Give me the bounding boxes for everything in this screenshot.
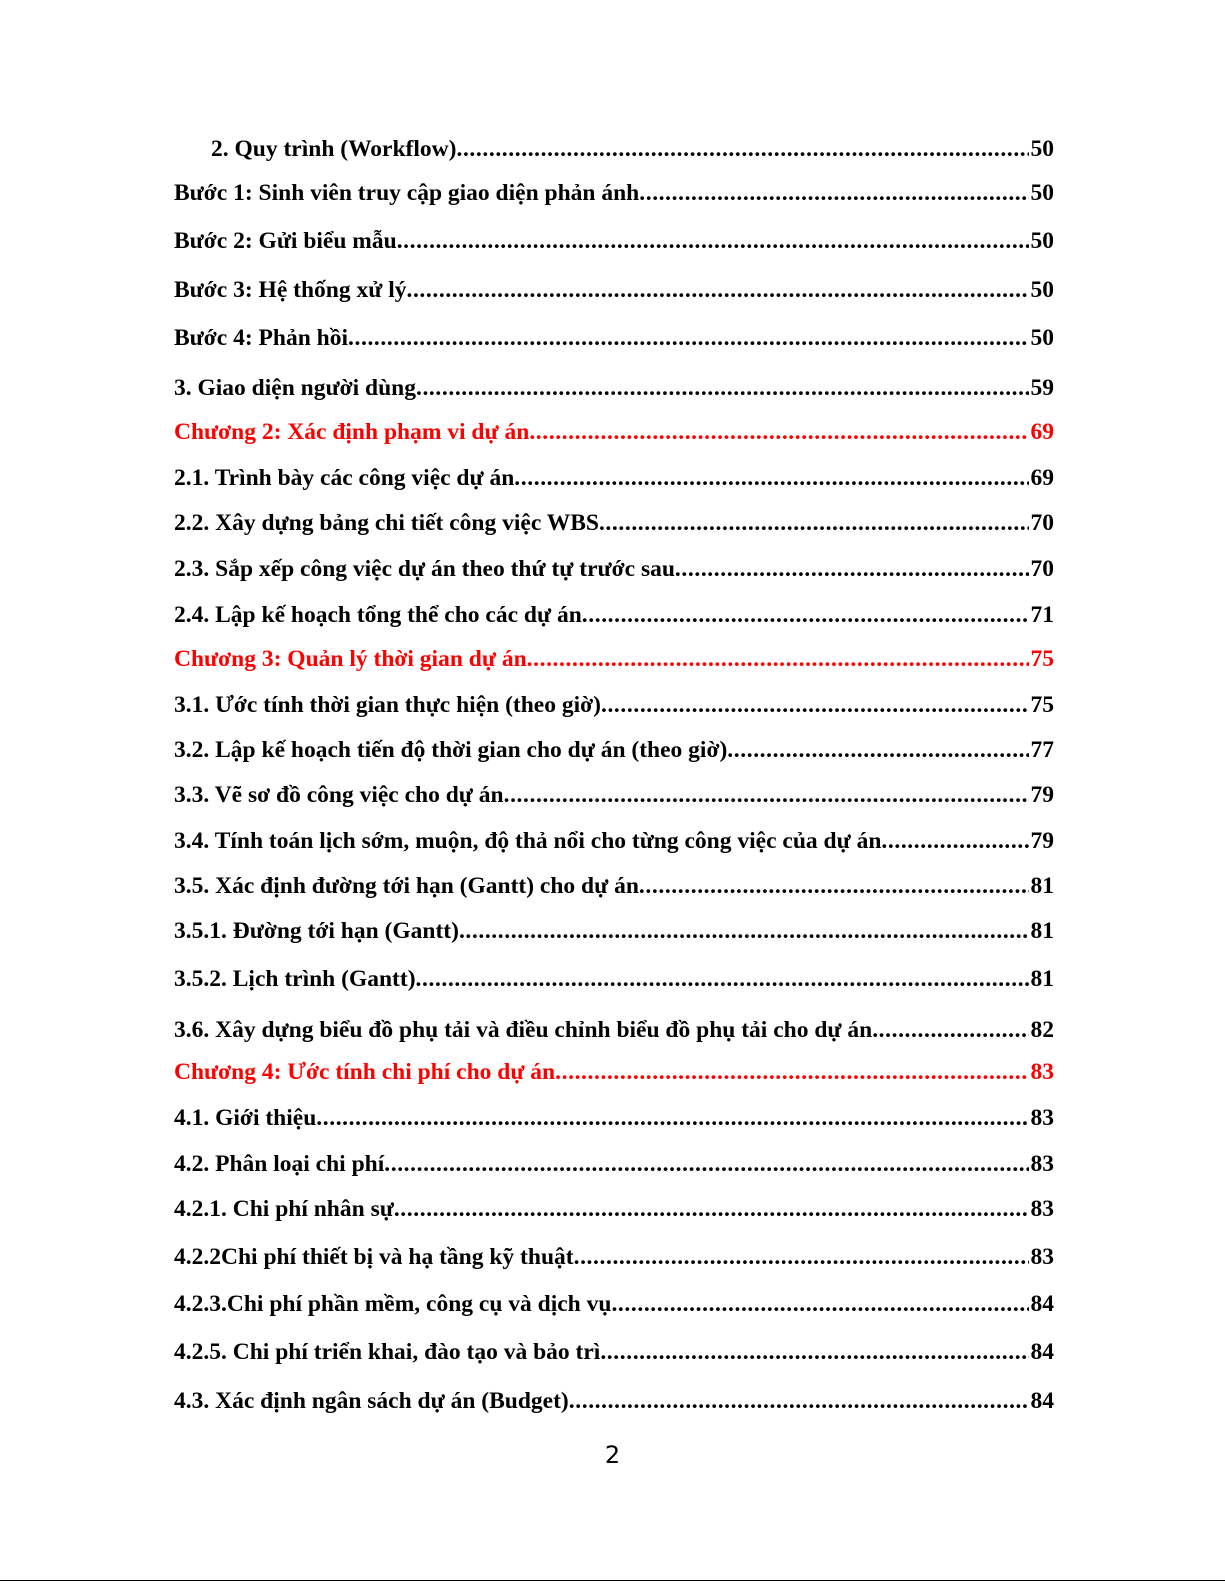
toc-leader-dots bbox=[569, 1385, 1029, 1417]
toc-entry-2-4[interactable] bbox=[174, 599, 1054, 631]
toc-leader-dots bbox=[397, 225, 1029, 257]
toc-entry-4-2-2[interactable] bbox=[174, 1241, 1054, 1273]
toc-leader-dots bbox=[872, 1014, 1028, 1046]
toc-leader-dots bbox=[527, 643, 1029, 675]
toc-entry-title: 2.4. Lập kế hoạch tổng thể cho các dự án bbox=[174, 602, 582, 628]
toc-entry-title: Chương 4: Ước tính chi phí cho dự án bbox=[174, 1059, 556, 1085]
toc-entry-buoc-1[interactable] bbox=[174, 177, 1054, 209]
toc-entry-title: 2.2. Xây dựng bảng chi tiết công việc WBS bbox=[174, 510, 599, 536]
toc-entry-giao-dien[interactable] bbox=[174, 372, 1054, 404]
toc-chapter-3[interactable] bbox=[174, 643, 1054, 675]
toc-entry-title: 2. Quy trình (Workflow) bbox=[211, 136, 457, 162]
page-number: 2 bbox=[604, 1441, 621, 1469]
toc-entry-4-2-1[interactable] bbox=[174, 1193, 1054, 1225]
toc-entry-title: 4.3. Xác định ngân sách dự án (Budget) bbox=[174, 1388, 569, 1414]
toc-entry-4-1[interactable] bbox=[174, 1102, 1054, 1134]
toc-entry-2-1[interactable] bbox=[174, 462, 1054, 494]
toc-entry-buoc-3[interactable] bbox=[174, 274, 1054, 306]
toc-leader-dots bbox=[456, 133, 1028, 165]
toc-entry-page: 59 bbox=[1030, 375, 1054, 401]
toc-entry-page: 50 bbox=[1030, 180, 1054, 206]
toc-entry-title: 3.5. Xác định đường tới hạn (Gantt) cho dự án bbox=[174, 873, 639, 899]
toc-entry-title: 3.5.2. Lịch trình (Gantt) bbox=[174, 966, 416, 992]
toc-entry-workflow[interactable] bbox=[174, 133, 1054, 165]
toc-entry-title: 4.2.1. Chi phí nhân sự bbox=[174, 1196, 394, 1222]
toc-entry-4-2-5[interactable] bbox=[174, 1336, 1054, 1368]
toc-entry-3-4[interactable] bbox=[174, 825, 1054, 857]
toc-entry-title: 2.1. Trình bày các công việc dự án bbox=[174, 465, 515, 491]
toc-leader-dots bbox=[504, 779, 1029, 811]
toc-entry-3-5[interactable] bbox=[174, 870, 1054, 902]
toc-entry-page: 75 bbox=[1030, 692, 1054, 718]
toc-entry-page: 83 bbox=[1030, 1151, 1054, 1177]
toc-entry-title: 3.1. Ước tính thời gian thực hiện (theo giờ) bbox=[174, 692, 601, 718]
toc-entry-page: 81 bbox=[1030, 966, 1054, 992]
toc-leader-dots bbox=[600, 1336, 1028, 1368]
toc-entry-page: 79 bbox=[1030, 828, 1054, 854]
toc-entry-title: Bước 4: Phản hồi bbox=[174, 325, 349, 351]
toc-entry-title: 3.5.1. Đường tới hạn (Gantt) bbox=[174, 918, 459, 944]
toc-entry-2-3[interactable] bbox=[174, 553, 1054, 585]
toc-entry-page: 70 bbox=[1030, 556, 1054, 582]
toc-entry-title: 4.1. Giới thiệu bbox=[174, 1105, 317, 1131]
toc-leader-dots bbox=[394, 1193, 1029, 1225]
toc-entry-page: 84 bbox=[1030, 1291, 1054, 1317]
toc-leader-dots bbox=[611, 1288, 1028, 1320]
toc-leader-dots bbox=[348, 322, 1028, 354]
toc-entry-page: 77 bbox=[1030, 737, 1054, 763]
toc-entry-title: Bước 3: Hệ thống xử lý bbox=[174, 277, 407, 303]
toc-entry-3-3[interactable] bbox=[174, 779, 1054, 811]
toc-leader-dots bbox=[406, 274, 1028, 306]
toc-entry-3-6[interactable] bbox=[174, 1014, 1054, 1046]
toc-entry-page: 75 bbox=[1030, 646, 1054, 672]
toc-entry-page: 83 bbox=[1030, 1196, 1054, 1222]
toc-entry-title: 4.2. Phân loại chi phí bbox=[174, 1151, 385, 1177]
toc-entry-buoc-4[interactable] bbox=[174, 322, 1054, 354]
toc-entry-page: 71 bbox=[1030, 602, 1054, 628]
toc-entry-4-3[interactable] bbox=[174, 1385, 1054, 1417]
toc-entry-page: 82 bbox=[1030, 1017, 1054, 1043]
toc-leader-dots bbox=[555, 1056, 1028, 1088]
toc-entry-page: 83 bbox=[1030, 1105, 1054, 1131]
toc-entry-page: 50 bbox=[1030, 277, 1054, 303]
toc-entry-title: 4.2.3.Chi phí phần mềm, công cụ và dịch vụ bbox=[174, 1291, 612, 1317]
toc-entry-title: Chương 2: Xác định phạm vi dự án bbox=[174, 419, 530, 445]
toc-entry-page: 69 bbox=[1030, 465, 1054, 491]
toc-entry-page: 79 bbox=[1030, 782, 1054, 808]
toc-entry-page: 81 bbox=[1030, 918, 1054, 944]
toc-leader-dots bbox=[316, 1102, 1028, 1134]
toc-leader-dots bbox=[384, 1148, 1028, 1180]
toc-chapter-2[interactable] bbox=[174, 416, 1054, 448]
toc-leader-dots bbox=[599, 507, 1029, 539]
toc-leader-dots bbox=[514, 462, 1028, 494]
toc-leader-dots bbox=[529, 416, 1028, 448]
toc-entry-page: 83 bbox=[1030, 1244, 1054, 1270]
toc-entry-title: Bước 2: Gửi biểu mẫu bbox=[174, 228, 397, 254]
toc-leader-dots bbox=[601, 689, 1029, 721]
toc-entry-page: 50 bbox=[1030, 228, 1054, 254]
toc-entry-page: 84 bbox=[1030, 1339, 1054, 1365]
toc-entry-3-5-1[interactable] bbox=[174, 915, 1054, 947]
toc-entry-page: 50 bbox=[1030, 325, 1054, 351]
toc-entry-title: 2.3. Sắp xếp công việc dự án theo thứ tự trước sau bbox=[174, 556, 675, 582]
toc-chapter-4[interactable] bbox=[174, 1056, 1054, 1088]
toc-leader-dots bbox=[416, 963, 1029, 995]
toc-leader-dots bbox=[675, 553, 1029, 585]
toc-entry-title: 4.2.2Chi phí thiết bị và hạ tầng kỹ thuật bbox=[174, 1244, 574, 1270]
toc-entry-page: 81 bbox=[1030, 873, 1054, 899]
toc-entry-page: 69 bbox=[1030, 419, 1054, 445]
toc-leader-dots bbox=[727, 734, 1028, 766]
toc-entry-title: 3. Giao diện người dùng bbox=[174, 375, 416, 401]
toc-entry-title: 3.3. Vẽ sơ đồ công việc cho dự án bbox=[174, 782, 504, 808]
toc-entry-title: 3.6. Xây dựng biểu đồ phụ tải và điều chỉnh biểu đồ phụ tải cho dự án bbox=[174, 1017, 873, 1043]
toc-leader-dots bbox=[639, 177, 1028, 209]
toc-entry-title: 3.2. Lập kế hoạch tiến độ thời gian cho dự án (theo giờ) bbox=[174, 737, 728, 763]
toc-entry-3-1[interactable] bbox=[174, 689, 1054, 721]
toc-entry-page: 70 bbox=[1030, 510, 1054, 536]
toc-entry-buoc-2[interactable] bbox=[174, 225, 1054, 257]
toc-leader-dots bbox=[582, 599, 1029, 631]
toc-entry-page: 84 bbox=[1030, 1388, 1054, 1414]
toc-leader-dots bbox=[574, 1241, 1029, 1273]
toc-leader-dots bbox=[459, 915, 1029, 947]
page-bottom-rule bbox=[0, 1580, 1225, 1581]
toc-entry-4-2-3[interactable] bbox=[174, 1288, 1054, 1320]
toc-entry-title: 4.2.5. Chi phí triển khai, đào tạo và bảo trì bbox=[174, 1339, 601, 1365]
toc-entry-title: 3.4. Tính toán lịch sớm, muộn, độ thả nổi cho từng công việc của dự án bbox=[174, 828, 882, 854]
toc-entry-4-2[interactable] bbox=[174, 1148, 1054, 1180]
toc-leader-dots bbox=[881, 825, 1028, 857]
toc-entry-title: Chương 3: Quản lý thời gian dự án bbox=[174, 646, 527, 672]
toc-entry-title: Bước 1: Sinh viên truy cập giao diện phản ánh bbox=[174, 180, 640, 206]
toc-leader-dots bbox=[416, 372, 1029, 404]
toc-entry-3-2[interactable] bbox=[174, 734, 1054, 766]
toc-entry-page: 83 bbox=[1030, 1059, 1054, 1085]
toc-entry-2-2[interactable] bbox=[174, 507, 1054, 539]
toc-leader-dots bbox=[639, 870, 1029, 902]
toc-entry-page: 50 bbox=[1030, 136, 1054, 162]
toc-entry-3-5-2[interactable] bbox=[174, 963, 1054, 995]
